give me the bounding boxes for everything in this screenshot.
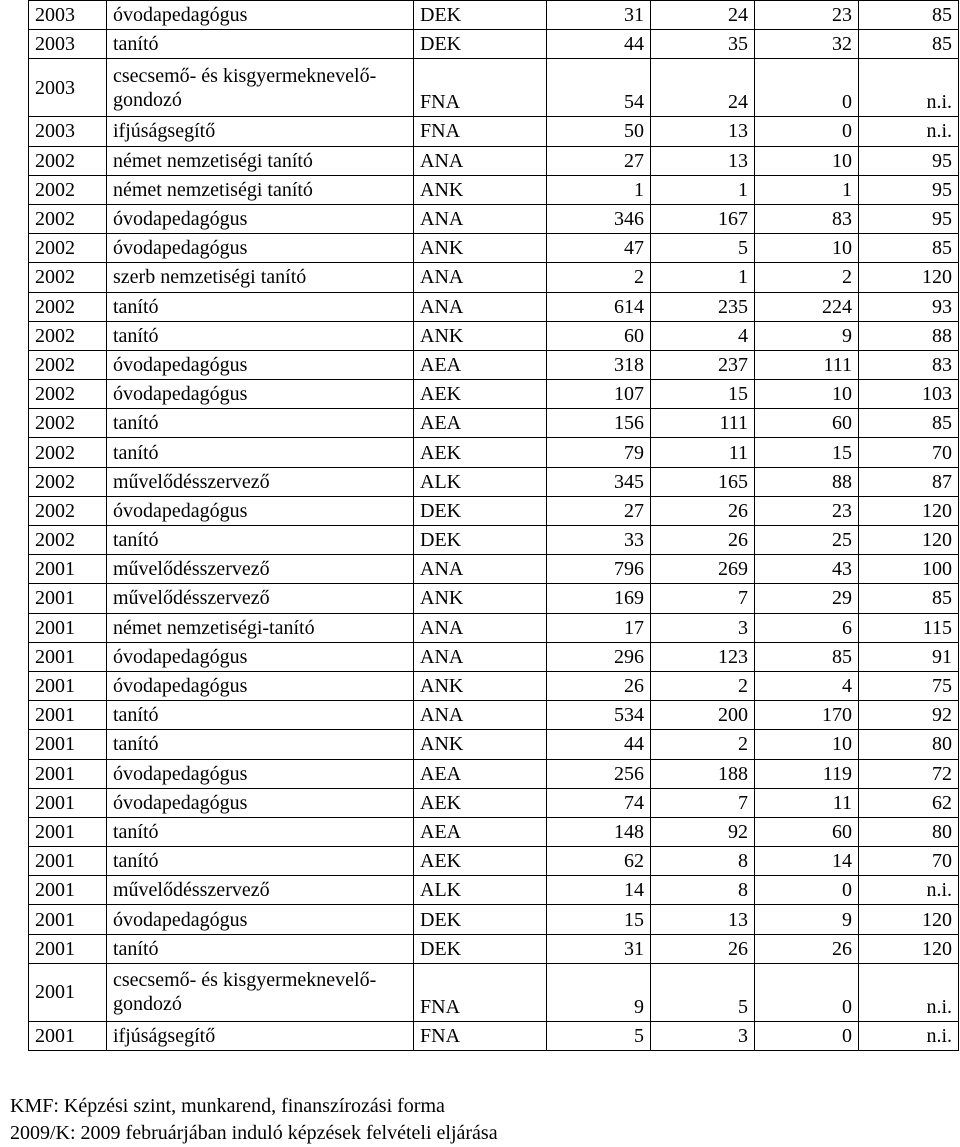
- cell-year: 2002: [29, 204, 107, 233]
- cell-value-3: 6: [755, 613, 859, 642]
- table-row: [29, 730, 959, 759]
- cell-value-4: 95: [859, 204, 959, 233]
- cell-year: 2002: [29, 175, 107, 204]
- cell-kmf: ANK: [414, 234, 547, 263]
- cell-value-1: 1: [547, 175, 651, 204]
- cell-program: művelődésszervező: [107, 555, 414, 584]
- cell-value-2: 8: [651, 876, 755, 905]
- cell-value-2: 26: [651, 496, 755, 525]
- cell-kmf: ALK: [414, 876, 547, 905]
- cell-value-4: n.i.: [859, 963, 959, 1021]
- table-row: [29, 701, 959, 730]
- cell-value-4: 92: [859, 701, 959, 730]
- cell-value-4: 85: [859, 584, 959, 613]
- cell-value-3: 60: [755, 817, 859, 846]
- table-row: [29, 963, 959, 1021]
- cell-value-3: 25: [755, 526, 859, 555]
- cell-value-2: 3: [651, 1021, 755, 1050]
- cell-kmf: ANK: [414, 730, 547, 759]
- footnote-kmf: KMF: Képzési szint, munkarend, finanszírozási forma: [10, 1095, 445, 1117]
- cell-program: tanító: [107, 730, 414, 759]
- table-row: [29, 526, 959, 555]
- cell-value-2: 3: [651, 613, 755, 642]
- cell-value-4: n.i.: [859, 117, 959, 146]
- table-row: [29, 496, 959, 525]
- cell-value-2: 111: [651, 409, 755, 438]
- cell-value-3: 1: [755, 175, 859, 204]
- cell-value-2: 26: [651, 526, 755, 555]
- cell-year: 2001: [29, 847, 107, 876]
- cell-value-1: 74: [547, 788, 651, 817]
- table-row: [29, 380, 959, 409]
- cell-value-1: 50: [547, 117, 651, 146]
- cell-value-2: 1: [651, 175, 755, 204]
- cell-value-1: 31: [547, 1, 651, 30]
- cell-value-3: 23: [755, 496, 859, 525]
- cell-value-4: 62: [859, 788, 959, 817]
- cell-value-4: 85: [859, 409, 959, 438]
- cell-value-3: 32: [755, 30, 859, 59]
- cell-kmf: ANA: [414, 204, 547, 233]
- cell-value-1: 62: [547, 847, 651, 876]
- cell-value-4: 88: [859, 321, 959, 350]
- table-row: [29, 613, 959, 642]
- table-row: [29, 1021, 959, 1050]
- cell-value-3: 15: [755, 438, 859, 467]
- cell-year: 2002: [29, 292, 107, 321]
- cell-year: 2003: [29, 1, 107, 30]
- cell-value-1: 346: [547, 204, 651, 233]
- cell-kmf: ANA: [414, 146, 547, 175]
- cell-program: óvodapedagógus: [107, 204, 414, 233]
- cell-year: 2001: [29, 730, 107, 759]
- table-row: [29, 59, 959, 117]
- cell-value-2: 8: [651, 847, 755, 876]
- cell-value-3: 4: [755, 671, 859, 700]
- cell-kmf: DEK: [414, 1, 547, 30]
- table-row: [29, 350, 959, 379]
- footnotes: [10, 1093, 498, 1147]
- cell-value-2: 5: [651, 234, 755, 263]
- cell-value-1: 60: [547, 321, 651, 350]
- cell-value-2: 26: [651, 934, 755, 963]
- table-row: [29, 584, 959, 613]
- cell-value-1: 15: [547, 905, 651, 934]
- table-row: [29, 467, 959, 496]
- cell-year: 2001: [29, 584, 107, 613]
- cell-year: 2003: [29, 59, 107, 117]
- cell-year: 2001: [29, 788, 107, 817]
- cell-program: óvodapedagógus: [107, 350, 414, 379]
- cell-value-1: 27: [547, 146, 651, 175]
- cell-kmf: ANK: [414, 671, 547, 700]
- cell-value-3: 11: [755, 788, 859, 817]
- cell-year: 2002: [29, 438, 107, 467]
- cell-program: óvodapedagógus: [107, 496, 414, 525]
- table-row: [29, 555, 959, 584]
- cell-value-1: 534: [547, 701, 651, 730]
- cell-value-3: 9: [755, 905, 859, 934]
- cell-value-1: 156: [547, 409, 651, 438]
- cell-kmf: AEK: [414, 380, 547, 409]
- cell-kmf: ANK: [414, 584, 547, 613]
- cell-value-1: 54: [547, 59, 651, 117]
- cell-program: ifjúságsegítő: [107, 117, 414, 146]
- cell-value-3: 0: [755, 963, 859, 1021]
- cell-program: óvodapedagógus: [107, 905, 414, 934]
- cell-year: 2001: [29, 905, 107, 934]
- cell-value-4: 85: [859, 234, 959, 263]
- cell-year: 2002: [29, 409, 107, 438]
- cell-value-3: 9: [755, 321, 859, 350]
- cell-value-4: n.i.: [859, 59, 959, 117]
- cell-value-1: 796: [547, 555, 651, 584]
- cell-program: tanító: [107, 321, 414, 350]
- table-row: [29, 847, 959, 876]
- cell-year: 2001: [29, 963, 107, 1021]
- cell-program: tanító: [107, 409, 414, 438]
- cell-value-2: 7: [651, 788, 755, 817]
- cell-value-1: 107: [547, 380, 651, 409]
- cell-value-4: 70: [859, 847, 959, 876]
- table-row: [29, 409, 959, 438]
- cell-value-3: 10: [755, 380, 859, 409]
- cell-year: 2002: [29, 496, 107, 525]
- cell-value-4: 75: [859, 671, 959, 700]
- cell-program: német nemzetiségi tanító: [107, 146, 414, 175]
- cell-program: tanító: [107, 438, 414, 467]
- cell-value-4: 120: [859, 905, 959, 934]
- cell-value-4: 70: [859, 438, 959, 467]
- cell-value-1: 44: [547, 730, 651, 759]
- cell-value-2: 92: [651, 817, 755, 846]
- cell-program: tanító: [107, 292, 414, 321]
- cell-value-2: 15: [651, 380, 755, 409]
- cell-value-3: 43: [755, 555, 859, 584]
- cell-year: 2002: [29, 321, 107, 350]
- cell-value-3: 111: [755, 350, 859, 379]
- cell-value-2: 13: [651, 905, 755, 934]
- cell-value-2: 4: [651, 321, 755, 350]
- cell-value-2: 188: [651, 759, 755, 788]
- table-row: [29, 263, 959, 292]
- cell-value-3: 29: [755, 584, 859, 613]
- cell-program: ifjúságsegítő: [107, 1021, 414, 1050]
- cell-value-1: 26: [547, 671, 651, 700]
- cell-program: óvodapedagógus: [107, 380, 414, 409]
- cell-kmf: ANA: [414, 642, 547, 671]
- cell-value-1: 2: [547, 263, 651, 292]
- cell-value-1: 169: [547, 584, 651, 613]
- table-row: [29, 204, 959, 233]
- admissions-table: [28, 0, 959, 1051]
- footnote-2009k: 2009/K: 2009 februárjában induló képzések felvételi eljárása: [10, 1122, 498, 1144]
- cell-program: német nemzetiségi-tanító: [107, 613, 414, 642]
- cell-program: német nemzetiségi tanító: [107, 175, 414, 204]
- table-row: [29, 234, 959, 263]
- cell-value-4: 95: [859, 146, 959, 175]
- cell-program: óvodapedagógus: [107, 1, 414, 30]
- cell-year: 2002: [29, 234, 107, 263]
- cell-year: 2001: [29, 555, 107, 584]
- cell-year: 2003: [29, 30, 107, 59]
- cell-value-4: 100: [859, 555, 959, 584]
- cell-value-4: 80: [859, 730, 959, 759]
- table-body: [29, 1, 959, 1051]
- cell-value-2: 123: [651, 642, 755, 671]
- cell-kmf: ANA: [414, 555, 547, 584]
- cell-value-4: 115: [859, 613, 959, 642]
- table-row: [29, 1, 959, 30]
- cell-value-3: 119: [755, 759, 859, 788]
- cell-kmf: AEA: [414, 759, 547, 788]
- cell-kmf: DEK: [414, 934, 547, 963]
- cell-value-2: 24: [651, 1, 755, 30]
- cell-year: 2002: [29, 526, 107, 555]
- cell-value-3: 0: [755, 876, 859, 905]
- cell-value-3: 0: [755, 59, 859, 117]
- cell-kmf: FNA: [414, 59, 547, 117]
- cell-kmf: AEA: [414, 350, 547, 379]
- cell-value-2: 7: [651, 584, 755, 613]
- cell-program: művelődésszervező: [107, 467, 414, 496]
- cell-kmf: ANA: [414, 292, 547, 321]
- cell-year: 2001: [29, 876, 107, 905]
- cell-program: művelődésszervező: [107, 584, 414, 613]
- cell-value-4: 87: [859, 467, 959, 496]
- cell-value-1: 614: [547, 292, 651, 321]
- cell-value-1: 31: [547, 934, 651, 963]
- cell-value-1: 9: [547, 963, 651, 1021]
- cell-year: 2001: [29, 701, 107, 730]
- cell-value-4: 91: [859, 642, 959, 671]
- cell-year: 2001: [29, 817, 107, 846]
- cell-year: 2003: [29, 117, 107, 146]
- cell-value-3: 85: [755, 642, 859, 671]
- cell-program: óvodapedagógus: [107, 671, 414, 700]
- cell-kmf: ANA: [414, 263, 547, 292]
- cell-value-1: 5: [547, 1021, 651, 1050]
- cell-value-2: 165: [651, 467, 755, 496]
- cell-kmf: AEA: [414, 817, 547, 846]
- cell-kmf: DEK: [414, 905, 547, 934]
- cell-value-3: 0: [755, 117, 859, 146]
- cell-value-3: 0: [755, 1021, 859, 1050]
- cell-program: óvodapedagógus: [107, 759, 414, 788]
- table-row: [29, 876, 959, 905]
- cell-value-3: 83: [755, 204, 859, 233]
- cell-program: óvodapedagógus: [107, 642, 414, 671]
- cell-program: szerb nemzetiségi tanító: [107, 263, 414, 292]
- cell-value-4: 72: [859, 759, 959, 788]
- cell-year: 2002: [29, 467, 107, 496]
- cell-program: tanító: [107, 30, 414, 59]
- cell-kmf: AEA: [414, 409, 547, 438]
- cell-value-2: 2: [651, 730, 755, 759]
- cell-program: csecsemő- és kisgyermeknevelő-gondozó: [107, 59, 414, 117]
- table-row: [29, 146, 959, 175]
- cell-value-1: 27: [547, 496, 651, 525]
- cell-kmf: ALK: [414, 467, 547, 496]
- cell-value-4: 80: [859, 817, 959, 846]
- cell-value-4: n.i.: [859, 876, 959, 905]
- cell-kmf: ANK: [414, 321, 547, 350]
- cell-year: 2002: [29, 380, 107, 409]
- cell-value-4: 120: [859, 526, 959, 555]
- cell-value-4: 120: [859, 496, 959, 525]
- cell-value-1: 296: [547, 642, 651, 671]
- cell-kmf: AEK: [414, 438, 547, 467]
- table-row: [29, 321, 959, 350]
- cell-kmf: FNA: [414, 1021, 547, 1050]
- cell-program: tanító: [107, 847, 414, 876]
- cell-value-3: 10: [755, 730, 859, 759]
- cell-value-2: 2: [651, 671, 755, 700]
- cell-value-2: 269: [651, 555, 755, 584]
- cell-program: csecsemő- és kisgyermeknevelő- gondozó: [107, 963, 414, 1021]
- cell-value-2: 1: [651, 263, 755, 292]
- table-row: [29, 292, 959, 321]
- table-row: [29, 671, 959, 700]
- cell-year: 2002: [29, 146, 107, 175]
- table-row: [29, 117, 959, 146]
- cell-value-4: 83: [859, 350, 959, 379]
- cell-value-3: 224: [755, 292, 859, 321]
- cell-value-1: 17: [547, 613, 651, 642]
- cell-value-1: 33: [547, 526, 651, 555]
- table-row: [29, 642, 959, 671]
- cell-program: tanító: [107, 526, 414, 555]
- cell-value-3: 170: [755, 701, 859, 730]
- cell-value-2: 24: [651, 59, 755, 117]
- cell-kmf: DEK: [414, 526, 547, 555]
- cell-year: 2001: [29, 613, 107, 642]
- cell-program: óvodapedagógus: [107, 234, 414, 263]
- cell-value-4: 103: [859, 380, 959, 409]
- cell-year: 2001: [29, 642, 107, 671]
- cell-value-4: 95: [859, 175, 959, 204]
- cell-year: 2001: [29, 671, 107, 700]
- cell-program: tanító: [107, 701, 414, 730]
- cell-program: tanító: [107, 934, 414, 963]
- cell-value-2: 235: [651, 292, 755, 321]
- cell-value-1: 345: [547, 467, 651, 496]
- cell-value-1: 318: [547, 350, 651, 379]
- cell-value-4: 120: [859, 934, 959, 963]
- cell-kmf: AEK: [414, 847, 547, 876]
- cell-value-4: 120: [859, 263, 959, 292]
- cell-value-4: 85: [859, 30, 959, 59]
- cell-value-2: 237: [651, 350, 755, 379]
- cell-value-1: 256: [547, 759, 651, 788]
- table-row: [29, 788, 959, 817]
- cell-kmf: ANA: [414, 613, 547, 642]
- table-row: [29, 30, 959, 59]
- cell-program: művelődésszervező: [107, 876, 414, 905]
- cell-value-3: 10: [755, 234, 859, 263]
- cell-value-1: 47: [547, 234, 651, 263]
- cell-value-1: 79: [547, 438, 651, 467]
- table-row: [29, 759, 959, 788]
- cell-value-4: 93: [859, 292, 959, 321]
- cell-value-2: 13: [651, 146, 755, 175]
- cell-year: 2002: [29, 263, 107, 292]
- cell-value-1: 44: [547, 30, 651, 59]
- cell-program: tanító: [107, 817, 414, 846]
- table-row: [29, 905, 959, 934]
- cell-kmf: DEK: [414, 30, 547, 59]
- cell-value-2: 35: [651, 30, 755, 59]
- cell-program: óvodapedagógus: [107, 788, 414, 817]
- table-row: [29, 817, 959, 846]
- cell-value-3: 26: [755, 934, 859, 963]
- cell-value-3: 88: [755, 467, 859, 496]
- cell-value-3: 23: [755, 1, 859, 30]
- cell-year: 2002: [29, 350, 107, 379]
- cell-value-4: n.i.: [859, 1021, 959, 1050]
- cell-kmf: AEK: [414, 788, 547, 817]
- table-row: [29, 934, 959, 963]
- cell-value-2: 167: [651, 204, 755, 233]
- cell-year: 2001: [29, 1021, 107, 1050]
- table-row: [29, 175, 959, 204]
- cell-value-2: 5: [651, 963, 755, 1021]
- cell-kmf: FNA: [414, 117, 547, 146]
- cell-kmf: ANA: [414, 701, 547, 730]
- cell-value-4: 85: [859, 1, 959, 30]
- table-row: [29, 438, 959, 467]
- cell-year: 2001: [29, 934, 107, 963]
- cell-value-3: 60: [755, 409, 859, 438]
- cell-value-3: 14: [755, 847, 859, 876]
- cell-kmf: DEK: [414, 496, 547, 525]
- cell-value-2: 13: [651, 117, 755, 146]
- cell-kmf: FNA: [414, 963, 547, 1021]
- cell-value-2: 200: [651, 701, 755, 730]
- cell-kmf: ANK: [414, 175, 547, 204]
- cell-value-2: 11: [651, 438, 755, 467]
- cell-value-3: 10: [755, 146, 859, 175]
- cell-value-1: 148: [547, 817, 651, 846]
- cell-value-1: 14: [547, 876, 651, 905]
- cell-value-3: 2: [755, 263, 859, 292]
- cell-year: 2001: [29, 759, 107, 788]
